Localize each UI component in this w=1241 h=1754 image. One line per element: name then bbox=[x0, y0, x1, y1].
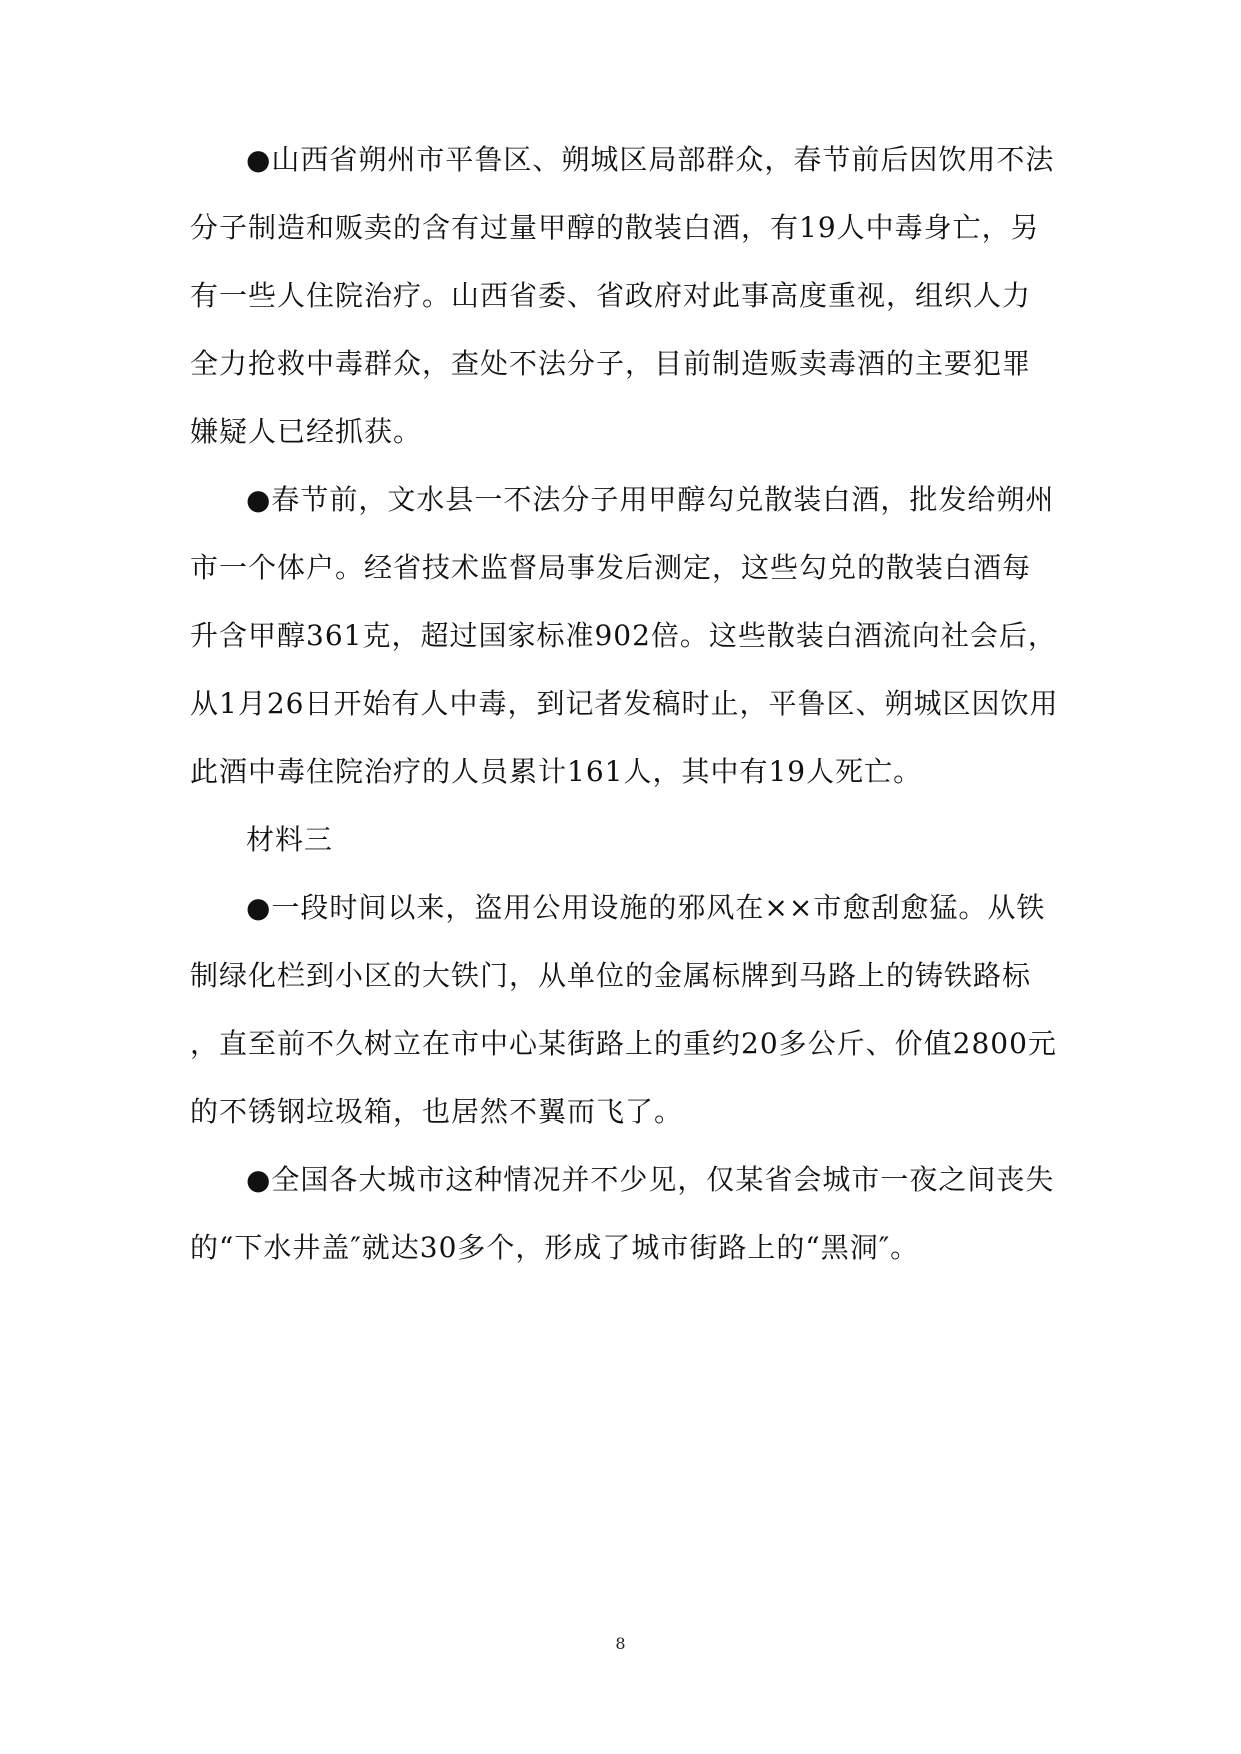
paragraph-line: 分子制造和贩卖的含有过量甲醇的散装白酒，有19人中毒身亡，另 bbox=[190, 211, 1040, 244]
paragraph-line: 制绿化栏到小区的大铁门，从单位的金属标牌到马路上的铸铁路标 bbox=[190, 959, 1032, 992]
paragraph-line: 有一些人住院治疗。山西省委、省政府对此事高度重视，组织人力 bbox=[190, 279, 1032, 312]
paragraph-line: 全力抢救中毒群众，查处不法分子，目前制造贩卖毒酒的主要犯罪 bbox=[190, 347, 1032, 380]
paragraph-line: 升含甲醇361克，超过国家标准902倍。这些散装白酒流向社会后， bbox=[190, 619, 1057, 652]
paragraph-line: 嫌疑人已经抓获。 bbox=[190, 415, 423, 448]
paragraph-line: 市一个体户。经省技术监督局事发后测定，这些勾兑的散装白酒每 bbox=[190, 551, 1032, 584]
paragraph-line: ●一段时间以来，盗用公用设施的邪风在××市愈刮愈猛。从铁 bbox=[246, 891, 1046, 924]
paragraph-line: ●全国各大城市这种情况并不少见，仅某省会城市一夜之间丧失 bbox=[246, 1163, 1055, 1196]
section-heading: 材料三 bbox=[246, 823, 334, 856]
page-number: 8 bbox=[615, 1634, 626, 1653]
paragraph-line: 的“下水井盖″就达30多个，形成了城市街路上的“黑洞″。 bbox=[190, 1231, 920, 1264]
paragraph-line: ，直至前不久树立在市中心某街路上的重约20多公斤、价值2800元 bbox=[190, 1027, 1057, 1060]
paragraph-line: 此酒中毒住院治疗的人员累计161人，其中有19人死亡。 bbox=[190, 755, 923, 788]
paragraph-line: 从1月26日开始有人中毒，到记者发稿时止，平鲁区、朔城区因饮用 bbox=[190, 687, 1059, 720]
paragraph-line: ●春节前，文水县一不法分子用甲醇勾兑散装白酒，批发给朔州 bbox=[246, 483, 1055, 516]
paragraph-line: 的不锈钢垃圾箱，也居然不翼而飞了。 bbox=[190, 1095, 684, 1128]
paragraph-line: ●山西省朔州市平鲁区、朔城区局部群众，春节前后因饮用不法 bbox=[246, 143, 1055, 176]
